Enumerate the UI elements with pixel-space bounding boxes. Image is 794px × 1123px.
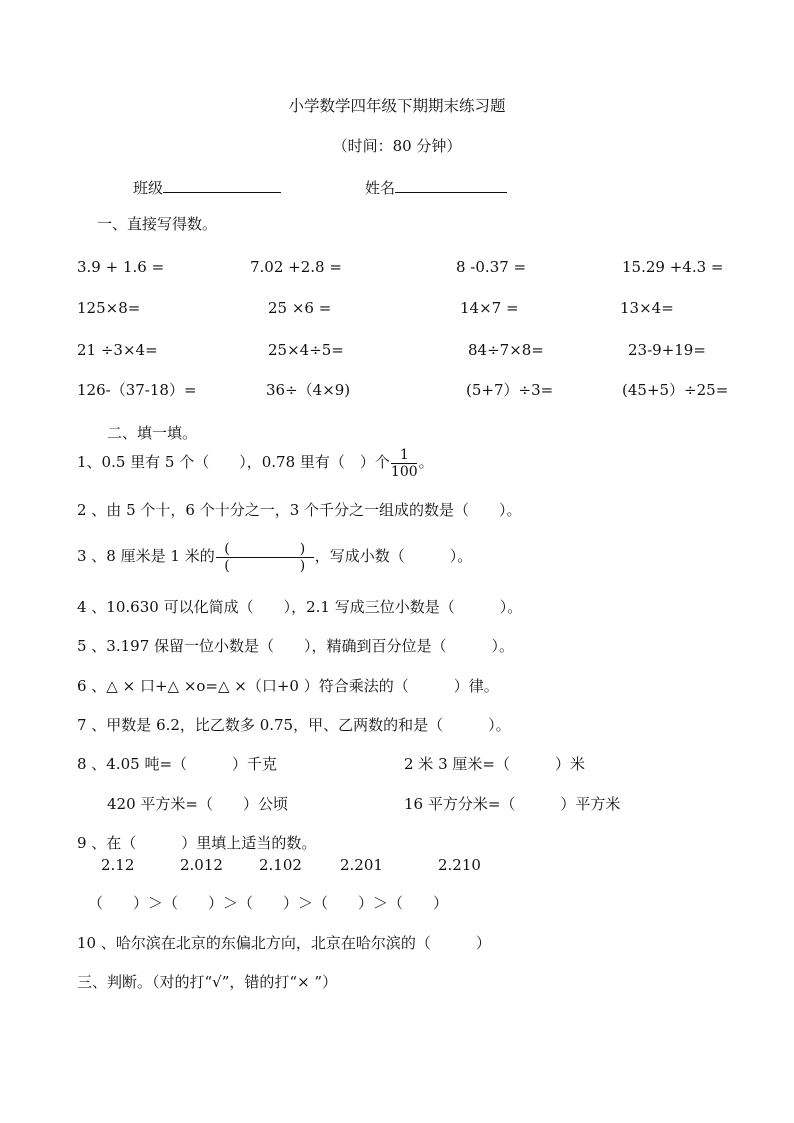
question-8d: 16 平方分米=（ ）平方米 — [404, 795, 621, 813]
calc-item: (5+7）÷3= — [466, 381, 554, 399]
calc-item: 14×7 = — [460, 299, 519, 317]
section-1-heading: 一、直接写得数。 — [97, 215, 218, 233]
fraction-blank-denominator: ( ) — [224, 557, 306, 574]
calc-item: 84÷7×8= — [468, 341, 544, 359]
question-3-suffix: ，写成小数（ ）。 — [314, 547, 473, 565]
question-1-end: 。 — [418, 453, 434, 471]
question-9: 9 、在（ ）里填上适当的数。 — [77, 834, 317, 852]
question-8b: 2 米 3 厘米=（ ）米 — [404, 755, 585, 773]
fraction-numerator: 1 — [399, 446, 409, 463]
question-2: 2 、由 5 个十，6 个十分之一，3 个千分之一组成的数是（ ）。 — [77, 501, 522, 519]
number-item: 2.102 — [259, 856, 302, 874]
question-10: 10 、哈尔滨在北京的东偏北方向，北京在哈尔滨的（ ） — [77, 934, 491, 952]
question-8a: 8 、4.05 吨=（ ）千克 — [77, 755, 278, 773]
number-item: 2.012 — [180, 856, 223, 874]
number-item: 2.201 — [340, 856, 383, 874]
calc-item: (45+5）÷25= — [622, 381, 729, 399]
calc-item: 3.9 + 1.6 = — [77, 258, 165, 276]
section-3-heading: 三、判断。（对的打“√”，错的打“× ”） — [77, 973, 338, 991]
calc-item: 21 ÷3×4= — [77, 341, 158, 359]
question-1-text: 1、0.5 里有 5 个（ ），0.78 里有（ ）个 — [77, 453, 390, 471]
question-7: 7 、甲数是 6.2，比乙数多 0.75，甲、乙两数的和是（ ）。 — [77, 716, 511, 734]
number-item: 2.210 — [438, 856, 481, 874]
calc-item: 125×8= — [77, 299, 141, 317]
name-label: 姓名 — [365, 179, 396, 197]
class-field — [133, 176, 281, 198]
name-blank[interactable] — [395, 176, 507, 193]
class-label: 班级 — [133, 179, 164, 197]
fraction-denominator: 100 — [390, 463, 418, 480]
question-4: 4 、10.630 可以化简成（ ），2.1 写成三位小数是（ ）。 — [77, 598, 523, 616]
question-5: 5 、3.197 保留一位小数是（ ），精确到百分位是（ ）。 — [77, 637, 515, 655]
calc-item: 13×4= — [620, 299, 674, 317]
calc-item: 25×4÷5= — [268, 341, 344, 359]
fraction-blank[interactable] — [216, 541, 314, 574]
question-3-prefix: 3 、8 厘米是 1 米的 — [77, 547, 215, 565]
calc-item: 25 ×6 = — [268, 299, 332, 317]
comparison-blanks: （ ）＞（ ）＞（ ）＞（ ）＞（ ） — [88, 894, 449, 912]
section-2-heading: 二、填一填。 — [107, 424, 198, 442]
calc-item: 8 -0.37 = — [456, 258, 527, 276]
fraction-blank-numerator: ( ) — [224, 540, 306, 557]
question-8c: 420 平方米=（ ）公顷 — [107, 795, 288, 813]
calc-item: 23-9+19= — [628, 341, 706, 359]
question-3 — [77, 536, 472, 576]
number-item: 2.12 — [101, 856, 135, 874]
name-field — [365, 176, 507, 198]
class-blank[interactable] — [163, 176, 281, 193]
page-title: 小学数学四年级下期期末练习题 — [288, 97, 506, 115]
calc-item: 15.29 +4.3 = — [622, 258, 724, 276]
calc-item: 126-（37-18）= — [77, 381, 197, 399]
calc-item: 7.02 +2.8 = — [250, 258, 342, 276]
fraction-one-hundredth — [391, 447, 418, 480]
calc-item: 36÷（4×9) — [266, 381, 351, 399]
time-limit: （时间：80 分钟） — [332, 137, 462, 155]
question-1 — [77, 445, 434, 480]
question-6: 6 、△ × 口+△ ×o=△ ×（口+0 ）符合乘法的（ ）律。 — [77, 677, 499, 695]
